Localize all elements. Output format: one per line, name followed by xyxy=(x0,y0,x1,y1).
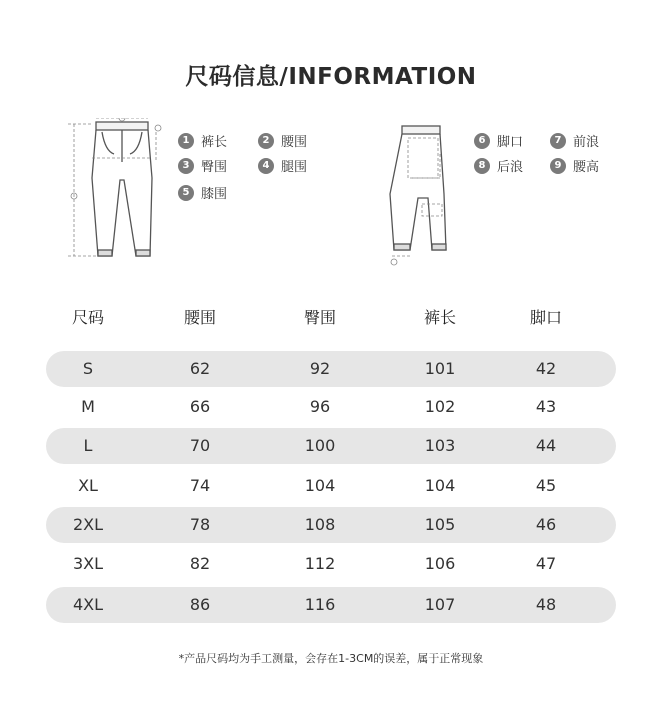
waist-cell: 70 xyxy=(189,436,211,455)
hem-cell: 46 xyxy=(535,515,557,534)
size-cell: XL xyxy=(78,476,98,495)
hem-cell: 44 xyxy=(535,436,557,455)
legend-item xyxy=(474,156,523,175)
measurement-note: *产品尺码均为手工测量，会存在1-3CM的误差，属于正常现象 xyxy=(178,652,484,665)
waist-cell: 78 xyxy=(189,515,211,534)
hip-cell: 96 xyxy=(309,397,331,416)
table-row xyxy=(46,351,616,387)
length-cell: 103 xyxy=(424,436,456,455)
table-row xyxy=(46,428,616,464)
number-badge-icon: 6 xyxy=(474,133,490,149)
legend-item xyxy=(258,131,307,150)
legend-item xyxy=(550,156,599,175)
header-hip: 臀围 xyxy=(303,308,336,327)
header-waist: 腰围 xyxy=(183,308,216,327)
size-cell: S xyxy=(82,359,94,378)
table-row xyxy=(46,389,616,425)
legend-label: 前浪 xyxy=(573,135,600,150)
length-cell: 107 xyxy=(424,595,456,614)
size-cell: 2XL xyxy=(72,515,104,534)
size-table-header xyxy=(0,305,662,335)
header-size: 尺码 xyxy=(72,308,105,327)
waist-cell: 66 xyxy=(189,397,211,416)
legend-item xyxy=(258,156,307,175)
number-badge-icon: 5 xyxy=(178,185,194,201)
number-badge-icon: 4 xyxy=(258,158,274,174)
size-cell: 4XL xyxy=(72,595,104,614)
waist-cell: 74 xyxy=(189,476,211,495)
legend-item xyxy=(178,183,227,202)
waist-cell: 86 xyxy=(189,595,211,614)
legend-item xyxy=(550,131,599,150)
waist-cell: 82 xyxy=(189,554,211,573)
legend-item xyxy=(178,131,227,150)
table-row xyxy=(46,507,616,543)
hem-cell: 45 xyxy=(535,476,557,495)
hem-cell: 43 xyxy=(535,397,557,416)
header-hem: 脚口 xyxy=(529,308,562,327)
number-badge-icon: 1 xyxy=(178,133,194,149)
pants-front-diagram-icon xyxy=(62,118,167,268)
hip-cell: 112 xyxy=(304,554,336,573)
page-title: 尺码信息/INFORMATION xyxy=(185,64,477,90)
number-badge-icon: 8 xyxy=(474,158,490,174)
length-cell: 104 xyxy=(424,476,456,495)
table-row xyxy=(46,546,616,582)
table-row xyxy=(46,468,616,504)
number-badge-icon: 7 xyxy=(550,133,566,149)
legend-label: 臀围 xyxy=(201,160,228,175)
hem-cell: 47 xyxy=(535,554,557,573)
legend-item xyxy=(474,131,523,150)
legend-label: 腰围 xyxy=(281,135,308,150)
number-badge-icon: 9 xyxy=(550,158,566,174)
waist-cell: 62 xyxy=(189,359,211,378)
hip-cell: 108 xyxy=(304,515,336,534)
pants-side-diagram-icon xyxy=(382,124,462,274)
legend-label: 腿围 xyxy=(281,160,308,175)
number-badge-icon: 2 xyxy=(258,133,274,149)
length-cell: 106 xyxy=(424,554,456,573)
hem-cell: 48 xyxy=(535,595,557,614)
table-row xyxy=(46,587,616,623)
legend-item xyxy=(178,156,227,175)
hip-cell: 116 xyxy=(304,595,336,614)
number-badge-icon: 3 xyxy=(178,158,194,174)
length-cell: 101 xyxy=(424,359,456,378)
legend-label: 后浪 xyxy=(497,160,524,175)
size-cell: L xyxy=(83,436,93,455)
legend-label: 腰高 xyxy=(573,160,600,175)
hip-cell: 92 xyxy=(309,359,331,378)
size-cell: 3XL xyxy=(72,554,104,573)
hem-cell: 42 xyxy=(535,359,557,378)
legend-label: 膝围 xyxy=(201,187,228,202)
hip-cell: 100 xyxy=(304,436,336,455)
hip-cell: 104 xyxy=(304,476,336,495)
header-length: 裤长 xyxy=(423,308,456,327)
size-cell: M xyxy=(81,397,95,416)
length-cell: 105 xyxy=(424,515,456,534)
length-cell: 102 xyxy=(424,397,456,416)
legend-label: 裤长 xyxy=(201,135,228,150)
legend-label: 脚口 xyxy=(497,135,524,150)
